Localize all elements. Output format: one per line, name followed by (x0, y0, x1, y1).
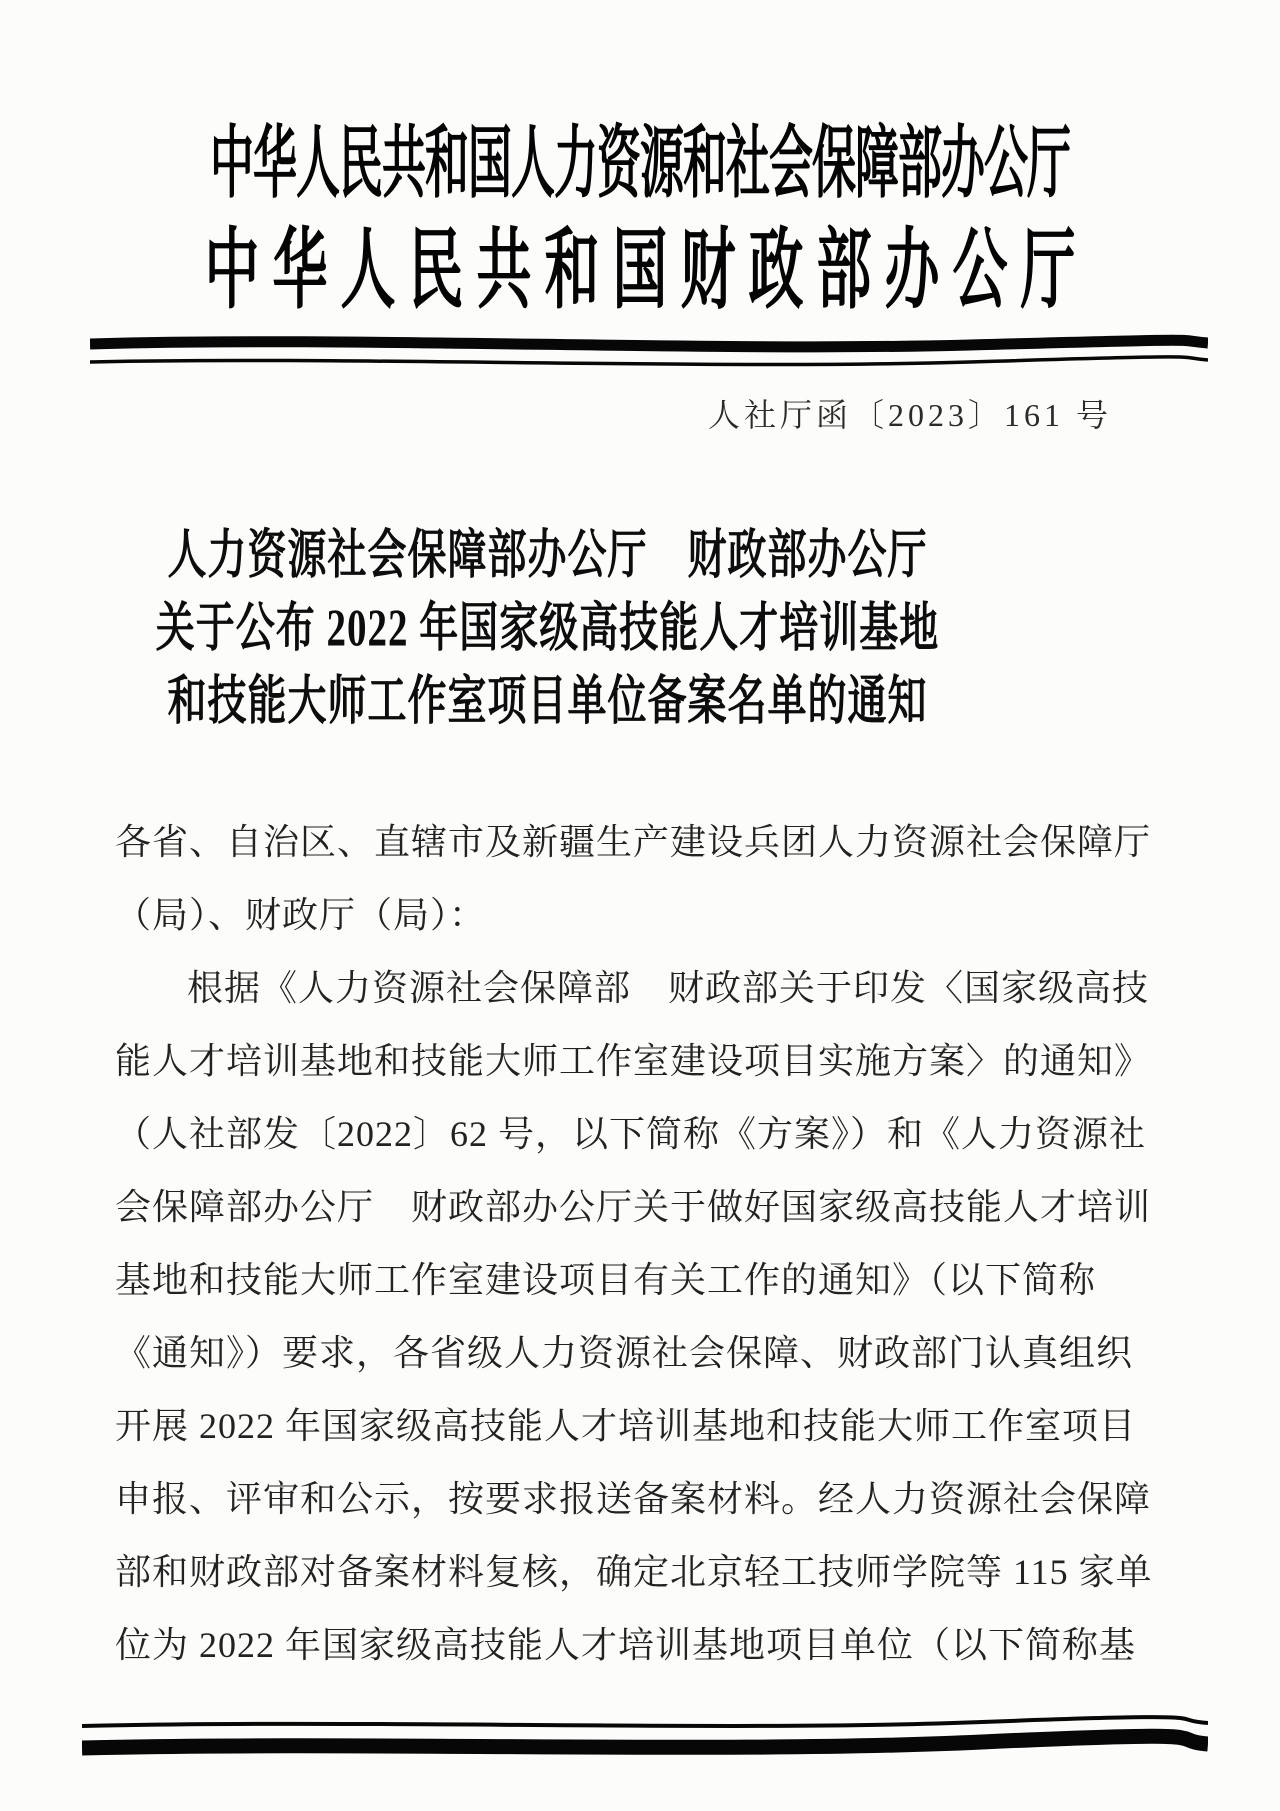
document-title (0, 519, 1095, 738)
paragraph-line: 根据《人力资源社会保障部 财政部关于印发〈国家级高技 (187, 968, 1150, 1008)
title-line-3: 和技能大师工作室项目单位备案名单的通知 (167, 672, 928, 731)
title-line-1: 人力资源社会保障部办公厅 财政部办公厅 (167, 526, 928, 585)
header-divider-rule (90, 332, 1208, 376)
paragraph-line: 能人才培训基地和技能大师工作室建设项目实施方案〉的通知》 (115, 1041, 1152, 1081)
paragraph-line: 位为 2022 年国家级高技能人才培训基地项目单位（以下简称基 (115, 1625, 1137, 1665)
paragraph-line: 开展 2022 年国家级高技能人才培训基地和技能大师工作室项目 (115, 1406, 1137, 1446)
paragraph-line: 《通知》）要求，各省级人力资源社会保障、财政部门认真组织 (115, 1333, 1134, 1373)
document-body (115, 806, 1153, 1682)
issuing-org-line-1: 中华人民共和国人力资源和社会保障部办公厅 (210, 120, 1070, 209)
paragraph-line: （人社部发〔2022〕62 号，以下简称《方案》）和《人力资源社 (115, 1114, 1147, 1154)
title-line-2: 关于公布 2022 年国家级高技能人才培训基地 (155, 599, 940, 658)
salutation-line-2: （局）、财政厅（局）： (115, 895, 487, 935)
paragraph-line: 申报、评审和公示，按要求报送备案材料。经人力资源社会保障 (115, 1479, 1152, 1519)
salutation-line-1: 各省、自治区、直辖市及新疆生产建设兵团人力资源社会保障厅 (115, 822, 1152, 862)
document-number: 人社厅函〔2023〕161 号 (707, 397, 1112, 433)
paragraph-line: 部和财政部对备案材料复核，确定北京轻工技师学院等 115 家单 (115, 1552, 1153, 1592)
paragraph-line: 基地和技能大师工作室建设项目有关工作的通知》（以下简称 (115, 1260, 1097, 1300)
footer-divider-rule (82, 1714, 1208, 1766)
paragraph-line: 会保障部办公厅 财政部办公厅关于做好国家级高技能人才培训 (115, 1187, 1152, 1227)
issuing-org-line-2: 中华人民共和国财政部办公厅 (204, 221, 1089, 319)
